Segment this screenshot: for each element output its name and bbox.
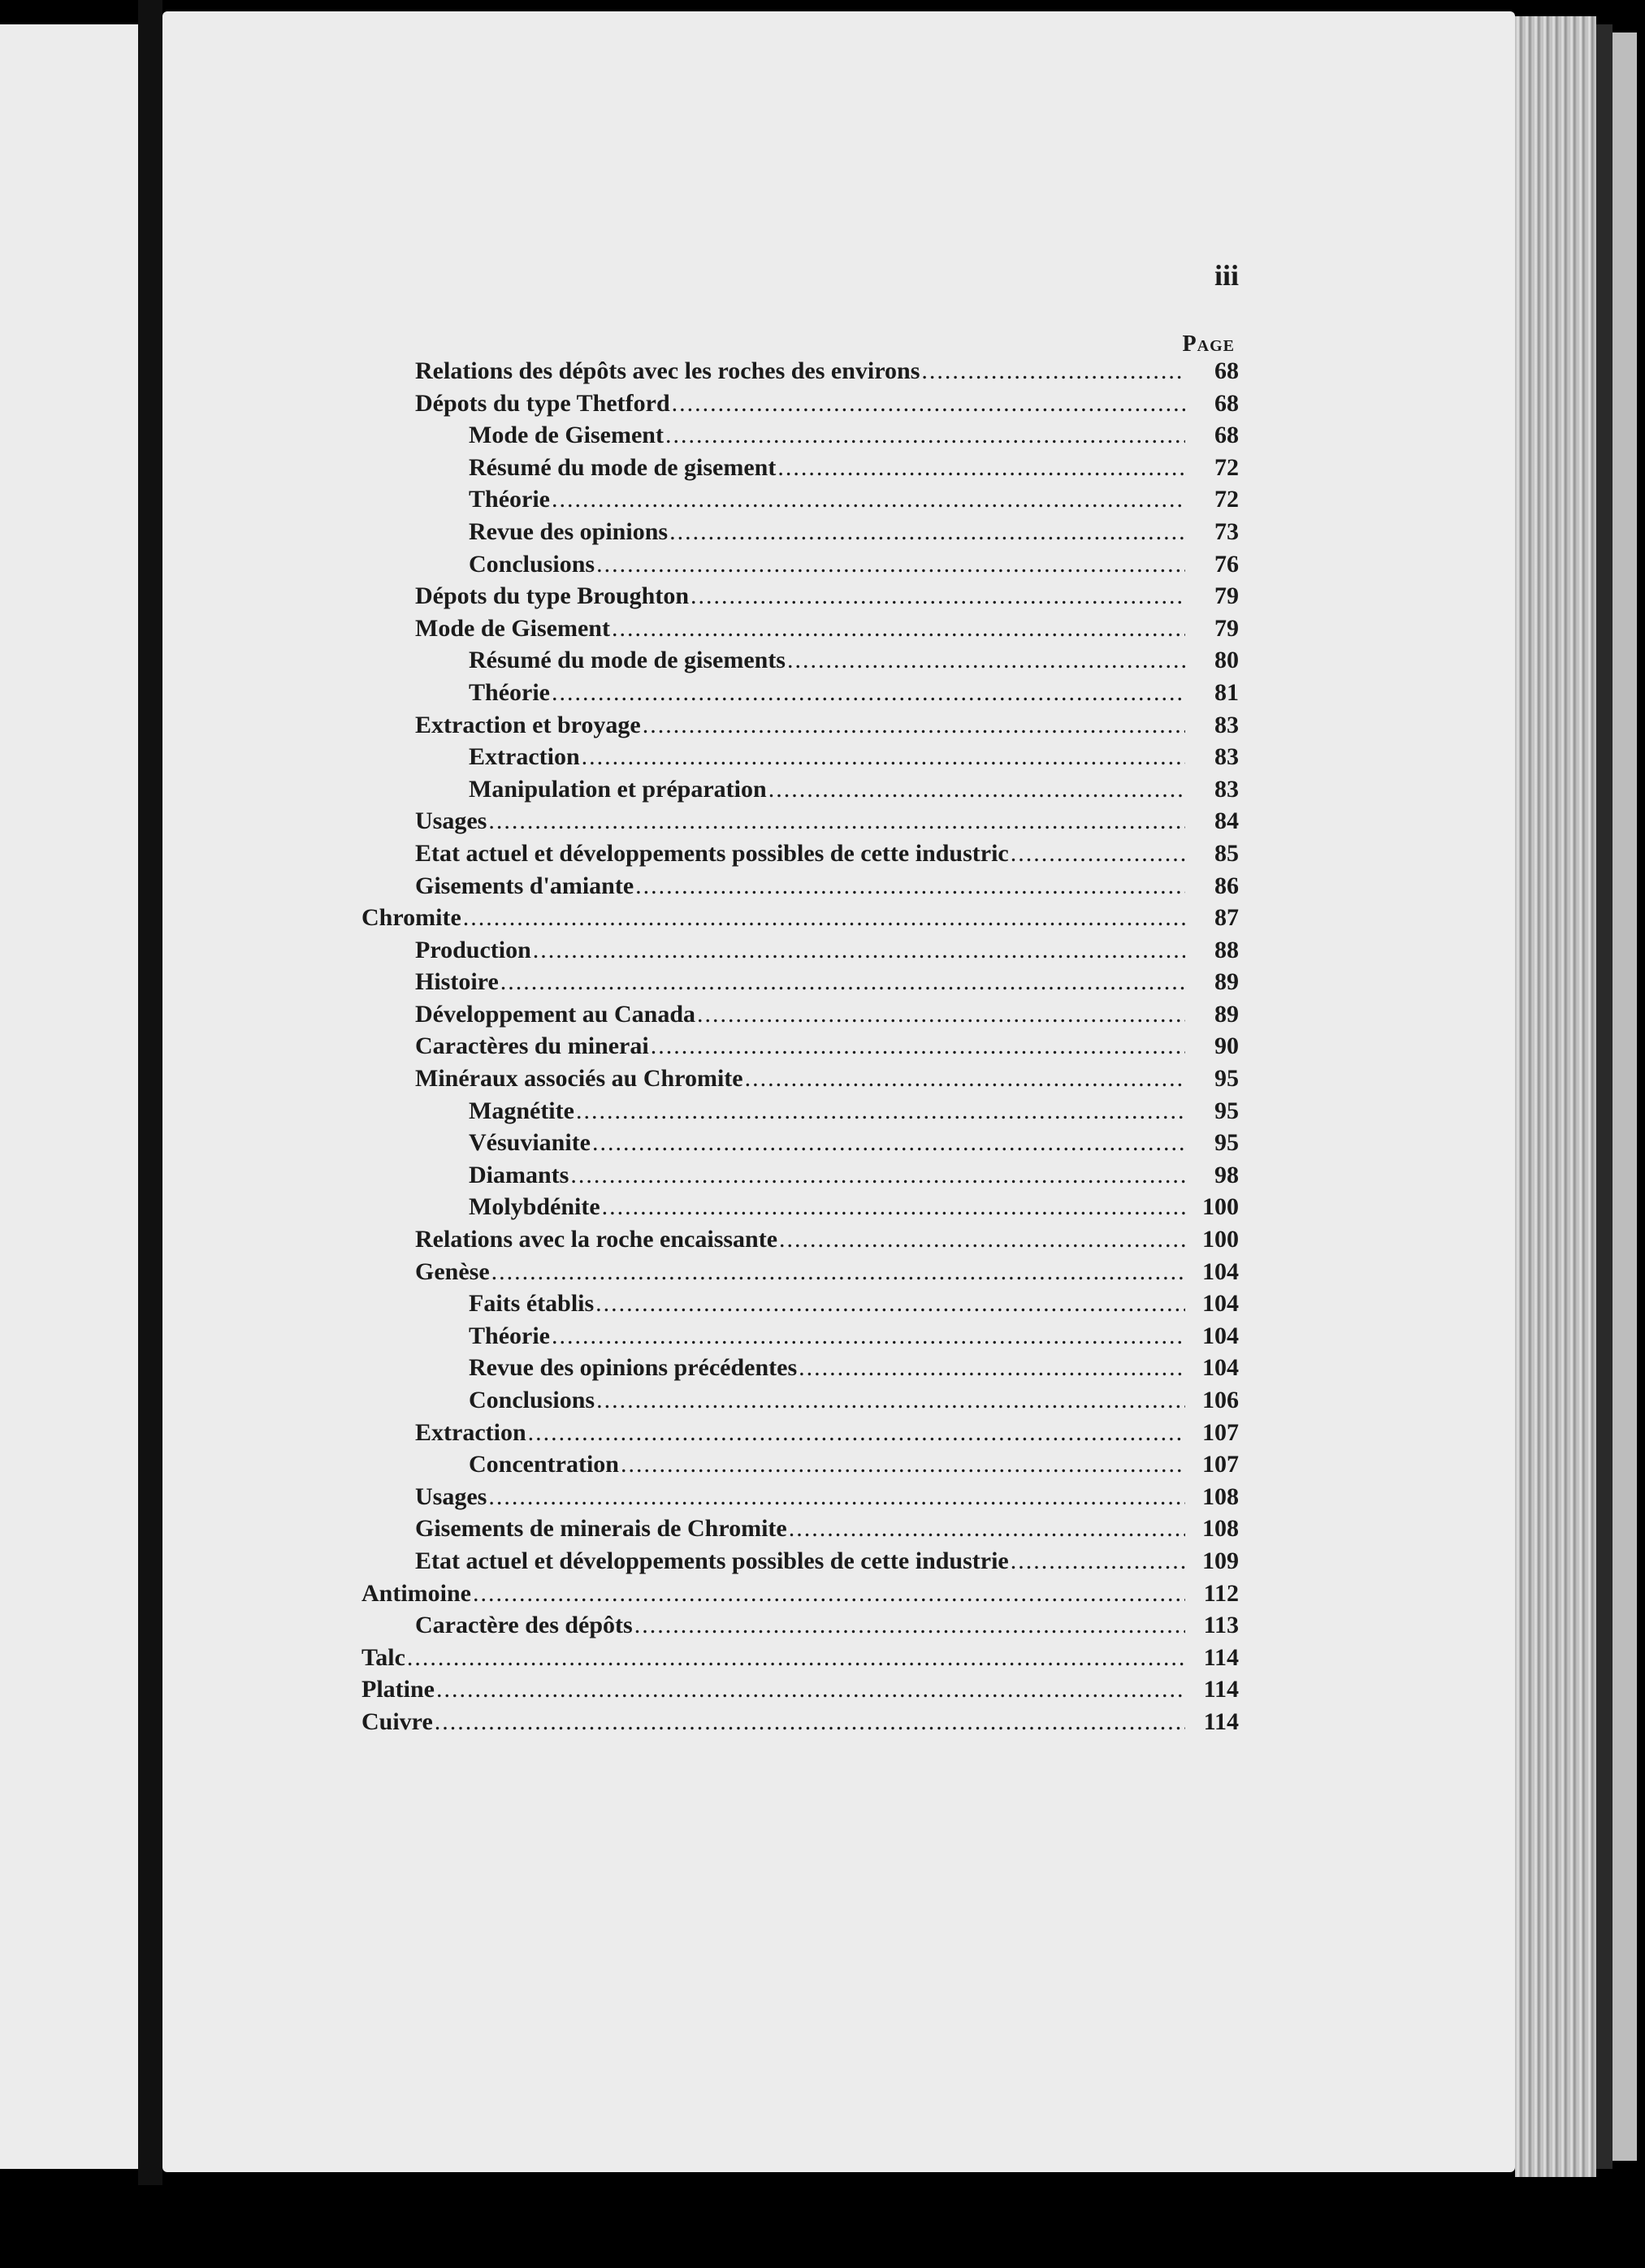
toc-entry — [361, 1065, 1239, 1097]
dot-leader — [799, 1354, 1185, 1382]
toc-entry-label: Relations avec la roche encaissante — [415, 1226, 778, 1253]
toc-entry — [361, 422, 1239, 454]
toc-entry-label: Chromite — [361, 904, 461, 932]
dot-leader — [596, 1387, 1185, 1414]
toc-entry — [361, 776, 1239, 808]
toc-entry — [361, 1515, 1239, 1547]
toc-entry — [361, 1644, 1239, 1677]
toc-entry-page: 114 — [1203, 1676, 1239, 1703]
toc-entry-page: 108 — [1202, 1482, 1239, 1510]
toc-entry-label: Revue des opinions précédentes — [469, 1354, 798, 1382]
dot-leader — [488, 807, 1185, 835]
toc-entry-page: 90 — [1214, 1032, 1239, 1060]
toc-entry — [361, 872, 1239, 905]
toc-entry-label: Extraction — [415, 1418, 526, 1446]
toc-entry-label: Concentration — [469, 1451, 619, 1478]
toc-entry — [361, 937, 1239, 969]
toc-entry-page: 73 — [1214, 517, 1239, 545]
toc-entry-page: 85 — [1214, 839, 1239, 867]
dot-leader — [595, 1290, 1185, 1318]
toc-entry-page: 72 — [1214, 453, 1239, 481]
toc-entry — [361, 1354, 1239, 1387]
toc-entry-page: 79 — [1214, 614, 1239, 642]
toc-entry — [361, 1483, 1239, 1516]
toc-entry — [361, 1547, 1239, 1580]
toc-entry-page: 89 — [1214, 968, 1239, 996]
toc-entry — [361, 1258, 1239, 1291]
toc-entry-label: Mode de Gisement — [415, 614, 610, 642]
toc-entry-label: Antimoine — [361, 1579, 471, 1607]
toc-entry-page: 107 — [1202, 1451, 1239, 1478]
toc-entry-page: 83 — [1214, 711, 1239, 738]
dot-leader — [552, 486, 1185, 513]
toc-entry — [361, 679, 1239, 712]
toc-entry — [361, 1451, 1239, 1483]
dot-leader — [697, 1001, 1185, 1028]
toc-entry-label: Revue des opinions — [469, 517, 669, 545]
toc-entry-label: Caractère des dépôts — [415, 1612, 633, 1639]
toc-entry-page: 95 — [1214, 1065, 1239, 1093]
toc-entry — [361, 1387, 1239, 1419]
toc-entry-page: 79 — [1214, 582, 1239, 610]
dot-leader — [612, 615, 1185, 643]
dot-leader — [1011, 840, 1185, 868]
dot-leader — [463, 904, 1185, 932]
dot-leader — [768, 776, 1185, 803]
dot-leader — [669, 518, 1185, 546]
toc-entry-label: Dépots du type Broughton — [415, 582, 690, 610]
dot-leader — [500, 968, 1185, 996]
toc-entry-label: Mode de Gisement — [469, 422, 664, 449]
toc-entry — [361, 1580, 1239, 1612]
dot-leader — [779, 1226, 1185, 1253]
toc-entry-label: Résumé du mode de gisements — [469, 647, 786, 674]
toc-entry — [361, 1708, 1239, 1741]
toc-entry-page: 80 — [1214, 647, 1239, 674]
toc-entry — [361, 712, 1239, 744]
toc-entry-label: Développement au Canada — [415, 1000, 696, 1028]
toc-entry-page: 72 — [1214, 486, 1239, 513]
toc-entry — [361, 1162, 1239, 1194]
dot-leader — [921, 357, 1185, 385]
toc-entry-label: Vésuvianite — [469, 1129, 591, 1157]
toc-entry-page: 104 — [1202, 1322, 1239, 1349]
toc-entry-page: 113 — [1203, 1612, 1239, 1639]
toc-entry-page: 100 — [1202, 1226, 1239, 1253]
toc-entry-label: Usages — [415, 1482, 487, 1510]
toc-entry-page: 86 — [1214, 872, 1239, 899]
toc-entry-label: Extraction — [469, 743, 580, 771]
book-gutter — [138, 0, 162, 2193]
dot-leader — [634, 1612, 1185, 1639]
toc-entry — [361, 551, 1239, 583]
dot-leader — [436, 1676, 1185, 1703]
dot-leader — [665, 422, 1185, 449]
toc-entry-page: 81 — [1214, 678, 1239, 706]
dot-leader — [407, 1644, 1185, 1672]
toc-entry-page: 109 — [1202, 1547, 1239, 1574]
page-number: iii — [1214, 259, 1240, 292]
book-cover-edge — [1613, 32, 1637, 2161]
toc-entry-page: 88 — [1214, 936, 1239, 963]
toc-entry-page: 98 — [1214, 1161, 1239, 1188]
toc-entry — [361, 807, 1239, 840]
toc-entry-page: 108 — [1202, 1515, 1239, 1543]
page-column-header: Page — [1182, 331, 1235, 357]
toc-entry-page: 95 — [1214, 1129, 1239, 1157]
toc-entry — [361, 1419, 1239, 1452]
toc-entry — [361, 968, 1239, 1001]
toc-entry-page: 95 — [1214, 1097, 1239, 1124]
dot-leader — [787, 647, 1185, 674]
toc-entry — [361, 647, 1239, 679]
toc-entry-label: Dépots du type Thetford — [415, 389, 670, 417]
toc-entry-label: Extraction et broyage — [415, 711, 641, 738]
toc-entry-page: 89 — [1214, 1000, 1239, 1028]
dot-leader — [528, 1419, 1185, 1447]
dot-leader — [552, 1322, 1185, 1350]
toc-entry-label: Histoire — [415, 968, 499, 996]
toc-entry-label: Production — [415, 936, 531, 963]
dot-leader — [651, 1032, 1185, 1060]
toc-entry-page: 107 — [1202, 1418, 1239, 1446]
toc-entry-page: 112 — [1203, 1579, 1239, 1607]
dot-leader — [635, 872, 1185, 900]
dot-leader — [745, 1065, 1185, 1093]
toc-entry-label: Résumé du mode de gisement — [469, 453, 777, 481]
toc-entry — [361, 1226, 1239, 1258]
dot-leader — [488, 1483, 1185, 1511]
toc-entry-page: 87 — [1214, 904, 1239, 932]
toc-entry-label: Faits établis — [469, 1290, 595, 1318]
toc-entry-label: Magnétite — [469, 1097, 574, 1124]
toc-entry-label: Etat actuel et développements possibles de cette industric — [415, 839, 1009, 867]
toc-entry — [361, 904, 1239, 937]
toc-entry-page: 114 — [1203, 1643, 1239, 1671]
toc-entry — [361, 840, 1239, 872]
dot-leader — [596, 551, 1185, 578]
table-of-contents — [361, 357, 1239, 1741]
toc-entry — [361, 1097, 1239, 1130]
toc-entry-page: 84 — [1214, 807, 1239, 835]
toc-entry-label: Cuivre — [361, 1707, 433, 1735]
toc-entry-page: 68 — [1214, 357, 1239, 384]
dot-leader — [621, 1451, 1185, 1478]
toc-entry — [361, 582, 1239, 615]
toc-entry-label: Conclusions — [469, 550, 595, 578]
toc-entry — [361, 486, 1239, 518]
toc-entry-page: 76 — [1214, 550, 1239, 578]
toc-entry — [361, 454, 1239, 487]
dot-leader — [672, 390, 1185, 418]
toc-entry — [361, 1032, 1239, 1065]
toc-entry-page: 68 — [1214, 389, 1239, 417]
toc-entry — [361, 518, 1239, 551]
toc-entry-page: 106 — [1202, 1387, 1239, 1413]
toc-entry — [361, 1676, 1239, 1708]
dot-leader — [473, 1580, 1185, 1608]
toc-entry-label: Caractères du minerai — [415, 1032, 649, 1060]
dot-leader — [491, 1258, 1185, 1286]
dot-leader — [690, 582, 1185, 610]
toc-entry-label: Théorie — [469, 678, 550, 706]
dot-leader — [582, 743, 1185, 771]
toc-entry-page: 104 — [1202, 1354, 1239, 1382]
toc-entry-label: Gisements de minerais de Chromite — [415, 1515, 787, 1543]
dot-leader — [533, 937, 1185, 964]
toc-entry-label: Diamants — [469, 1161, 569, 1188]
toc-entry-label: Gisements d'amiante — [415, 872, 634, 899]
toc-entry-page: 104 — [1202, 1257, 1239, 1285]
toc-entry-label: Relations des dépôts avec les roches des environs — [415, 357, 920, 384]
dot-leader — [570, 1162, 1185, 1189]
toc-entry-page: 83 — [1214, 775, 1239, 803]
toc-entry-label: Théorie — [469, 486, 550, 513]
left-page-edge — [0, 24, 138, 2169]
cover-gap — [1596, 24, 1613, 2169]
toc-entry-label: Genèse — [415, 1257, 490, 1285]
toc-entry-page: 104 — [1202, 1290, 1239, 1318]
dot-leader — [435, 1708, 1185, 1736]
toc-entry-label: Conclusions — [469, 1387, 595, 1413]
toc-entry-label: Manipulation et préparation — [469, 775, 767, 803]
toc-entry-page: 100 — [1202, 1193, 1239, 1221]
toc-entry — [361, 357, 1239, 390]
toc-entry-label: Usages — [415, 807, 487, 835]
toc-entry-label: Talc — [361, 1643, 405, 1671]
page-edge-stack — [1515, 16, 1596, 2177]
toc-entry — [361, 1193, 1239, 1226]
toc-entry-label: Etat actuel et développements possibles de cette industrie — [415, 1547, 1009, 1574]
dot-leader — [552, 679, 1185, 707]
dot-leader — [777, 454, 1185, 482]
toc-entry-label: Théorie — [469, 1322, 550, 1349]
toc-entry — [361, 743, 1239, 776]
dot-leader — [643, 712, 1185, 739]
toc-entry — [361, 1290, 1239, 1322]
dot-leader — [592, 1129, 1185, 1157]
toc-entry — [361, 1612, 1239, 1644]
toc-entry — [361, 1129, 1239, 1162]
toc-entry — [361, 1322, 1239, 1355]
dot-leader — [1011, 1547, 1185, 1575]
toc-entry-page: 114 — [1203, 1707, 1239, 1735]
dot-leader — [576, 1097, 1185, 1125]
toc-entry — [361, 1001, 1239, 1033]
scan-border — [0, 2185, 1645, 2268]
toc-entry — [361, 390, 1239, 422]
toc-entry-page: 83 — [1214, 743, 1239, 771]
toc-entry-label: Platine — [361, 1676, 435, 1703]
dot-leader — [789, 1515, 1185, 1543]
toc-entry-page: 68 — [1214, 422, 1239, 449]
toc-entry — [361, 615, 1239, 647]
dot-leader — [602, 1193, 1185, 1221]
toc-entry-label: Molybdénite — [469, 1193, 600, 1221]
toc-entry-label: Minéraux associés au Chromite — [415, 1065, 743, 1093]
